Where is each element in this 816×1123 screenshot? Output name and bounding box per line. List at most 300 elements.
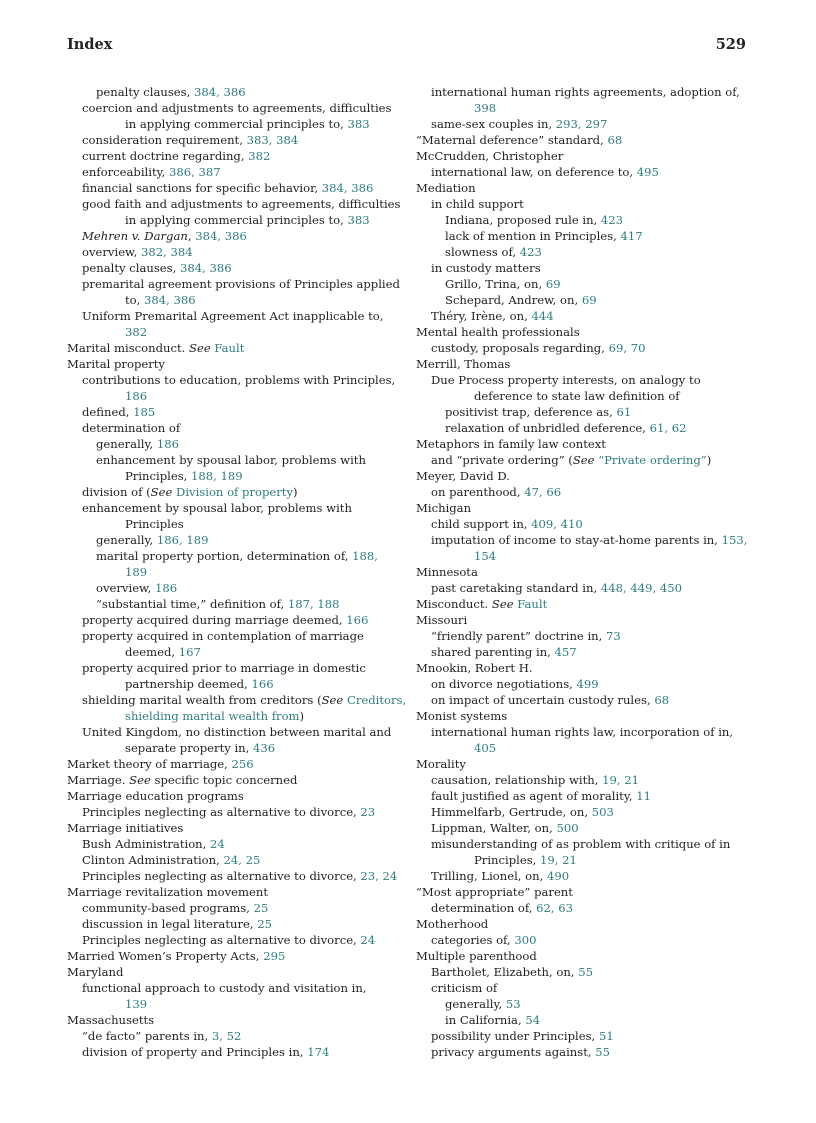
page-reference-link[interactable]: 436	[253, 741, 276, 755]
index-entry	[416, 1012, 754, 1028]
entry-text: “Most appropriate” parent	[416, 885, 573, 899]
page-reference-link[interactable]: 69, 70	[608, 341, 646, 355]
page-reference-link[interactable]: 448, 449, 450	[600, 581, 682, 595]
entry-text: slowness of,	[445, 245, 520, 259]
index-entry	[416, 628, 754, 644]
see-label: See	[150, 485, 173, 499]
index-entry	[416, 660, 754, 676]
entry-suffix: specific topic concerned	[150, 773, 298, 787]
index-entry	[67, 116, 401, 132]
page-reference-link[interactable]: 186, 189	[156, 533, 209, 547]
entry-italic-term: Mehren v. Dargan	[82, 229, 188, 243]
entry-text: overview,	[96, 581, 155, 595]
index-entry	[416, 996, 754, 1012]
index-entry	[67, 532, 401, 548]
index-entry	[67, 452, 401, 468]
page-reference-link[interactable]: 55	[578, 965, 593, 979]
index-entry	[67, 180, 401, 196]
index-entry	[67, 772, 401, 788]
entry-text: Principles neglecting as alternative to divorce,	[82, 933, 361, 947]
page-reference-link[interactable]: 382	[125, 325, 148, 339]
entry-text: Mental health professionals	[416, 325, 580, 339]
entry-text: ,	[187, 229, 196, 243]
entry-text: McCrudden, Christopher	[416, 149, 564, 163]
page-reference-link[interactable]: 51	[598, 1029, 614, 1043]
entry-text: generally,	[96, 437, 157, 451]
index-entry	[416, 692, 754, 708]
entry-text: Indiana, proposed rule in,	[445, 213, 601, 227]
entry-text: United Kingdom, no distinction between marital and	[82, 725, 392, 739]
entry-text: Market theory of marriage,	[67, 757, 232, 771]
page-reference-link[interactable]: 153,	[721, 533, 748, 547]
index-entry	[67, 212, 401, 228]
entry-text: Maryland	[67, 965, 124, 979]
page-reference-link[interactable]: 423	[519, 245, 542, 259]
index-entry	[67, 900, 401, 916]
index-entry	[416, 916, 754, 932]
index-entry	[416, 1028, 754, 1044]
page-reference-link[interactable]: 295	[263, 949, 286, 963]
index-entry	[416, 868, 754, 884]
entry-text: in applying commercial principles to,	[125, 213, 348, 227]
page-reference-link[interactable]: 382	[248, 149, 271, 163]
entry-text: consideration requirement,	[82, 133, 247, 147]
page-reference-link[interactable]: 154	[474, 549, 497, 563]
entry-text: child support in,	[431, 517, 532, 531]
page-reference-link[interactable]: 73	[606, 629, 621, 643]
index-entry	[416, 964, 754, 980]
index-entry	[67, 356, 401, 372]
entry-text: Trilling, Lionel, on,	[431, 869, 547, 883]
index-entry	[416, 740, 754, 756]
entry-text: Principles,	[125, 469, 192, 483]
entry-text: Théry, Irène, on,	[431, 309, 532, 323]
entry-text: Morality	[416, 757, 466, 771]
page-reference-link[interactable]: 300	[514, 933, 537, 947]
index-entry	[416, 164, 754, 180]
index-entry	[67, 820, 401, 836]
entry-text: Marriage revitalization movement	[67, 885, 268, 899]
entry-text: fault justified as agent of morality,	[431, 789, 637, 803]
index-entry	[416, 500, 754, 516]
page-reference-link[interactable]: 490	[546, 869, 570, 883]
index-entry	[416, 596, 754, 612]
page-reference-link[interactable]: 384, 386	[193, 85, 246, 99]
page-reference-link[interactable]: 54	[525, 1013, 541, 1027]
index-entry	[416, 196, 754, 212]
entry-text: privacy arguments against,	[431, 1045, 596, 1059]
entry-text: to,	[125, 293, 145, 307]
entry-text: Himmelfarb, Gertrude, on,	[431, 805, 592, 819]
entry-text: in California,	[445, 1013, 526, 1027]
index-entry	[416, 548, 754, 564]
index-entry	[67, 468, 401, 484]
page-reference-link[interactable]: 188,	[352, 549, 378, 563]
index-entry	[67, 500, 401, 516]
entry-text: partnership deemed,	[125, 677, 252, 691]
see-label: See	[491, 597, 514, 611]
index-entry	[67, 228, 401, 244]
entry-text: Misconduct.	[416, 597, 492, 611]
entry-suffix: )	[706, 453, 712, 467]
page-reference-link[interactable]: 189	[125, 565, 148, 579]
page-reference-link[interactable]: 293, 297	[555, 117, 608, 131]
entry-text: property acquired prior to marriage in domestic	[82, 661, 366, 675]
page-reference-link[interactable]: 11	[636, 789, 651, 803]
entry-text: generally,	[96, 533, 157, 547]
entry-text: “de facto” parents in,	[82, 1029, 212, 1043]
entry-text: Principles neglecting as alternative to divorce,	[82, 869, 361, 883]
index-entry	[67, 612, 401, 628]
entry-text: Marriage education programs	[67, 789, 244, 803]
page-reference-link[interactable]: 495	[636, 165, 659, 179]
index-entry	[67, 628, 401, 644]
entry-text: international law, on deference to,	[431, 165, 637, 179]
entry-text: Grillo, Trina, on,	[445, 277, 546, 291]
page-reference-link[interactable]: 68	[607, 133, 623, 147]
index-entry	[67, 516, 401, 532]
entry-text: international human rights agreements, adoption of,	[431, 85, 740, 99]
index-entry	[416, 468, 754, 484]
page-reference-link[interactable]: 444	[531, 309, 554, 323]
page-reference-link[interactable]: 188, 189	[191, 469, 243, 483]
entry-text: on parenthood,	[431, 485, 525, 499]
entry-text: penalty clauses,	[82, 261, 180, 275]
page-reference-link[interactable]: 405	[474, 741, 497, 755]
entry-text: categories of,	[431, 933, 515, 947]
entry-text: past caretaking standard in,	[431, 581, 601, 595]
entry-text: division of property and Principles in,	[82, 1045, 308, 1059]
page-reference-link[interactable]: 167	[178, 645, 201, 659]
entry-text: Principles,	[474, 853, 541, 867]
entry-text: Lippman, Walter, on,	[431, 821, 557, 835]
index-entry	[67, 756, 401, 772]
entry-text: and “private ordering” (	[431, 453, 573, 467]
index-entry	[67, 564, 401, 580]
page-reference-link[interactable]: 23	[360, 805, 376, 819]
page-reference-link[interactable]: 186	[154, 581, 178, 595]
entry-text: current doctrine regarding,	[82, 149, 249, 163]
entry-text: discussion in legal literature,	[82, 917, 258, 931]
index-entry	[67, 964, 401, 980]
entry-text: in custody matters	[431, 261, 541, 275]
page-reference-link[interactable]: 384, 386	[195, 229, 247, 243]
see-reference-link[interactable]: Fault	[517, 597, 548, 611]
page-reference-link[interactable]: 25	[257, 917, 272, 931]
entry-text: same-sex couples in,	[431, 117, 556, 131]
entry-text: in child support	[431, 197, 524, 211]
index-entry	[67, 676, 401, 692]
entry-text: Principles neglecting as alternative to divorce,	[82, 805, 361, 819]
page-reference-link[interactable]: 256	[231, 757, 254, 771]
page-number: 529	[715, 36, 746, 53]
index-entry	[416, 308, 754, 324]
page-reference-link[interactable]: 55	[595, 1045, 610, 1059]
index-entry	[416, 100, 754, 116]
page-reference-link[interactable]: 423	[600, 213, 624, 227]
page-reference-link[interactable]: 500	[556, 821, 579, 835]
entry-text: on divorce negotiations,	[431, 677, 577, 691]
index-entry	[67, 948, 401, 964]
entry-text: penalty clauses,	[96, 85, 194, 99]
index-entry	[67, 692, 407, 708]
entry-text: contributions to education, problems with Principles,	[82, 373, 396, 387]
index-entry	[67, 132, 401, 148]
page-reference-link[interactable]: 69	[581, 293, 597, 307]
entry-text: Due Process property interests, on analogy to	[431, 373, 701, 387]
entry-text: lack of mention in Principles,	[445, 229, 621, 243]
page-reference-link[interactable]: 24, 25	[223, 853, 261, 867]
index-entry	[416, 772, 754, 788]
entry-text: Meyer, David D.	[416, 469, 510, 483]
index-entry	[67, 724, 401, 740]
index-entry	[416, 84, 754, 100]
entry-text: Principles	[125, 517, 184, 531]
index-entry	[416, 756, 754, 772]
index-entry	[67, 244, 401, 260]
page-reference-link[interactable]: 185	[133, 405, 156, 419]
entry-text: in applying commercial principles to,	[125, 117, 348, 131]
page-reference-link[interactable]: 384, 386	[144, 293, 196, 307]
see-label: See	[189, 341, 211, 355]
entry-text: Marriage initiatives	[67, 821, 184, 835]
entry-text: Merrill, Thomas	[416, 357, 511, 371]
index-entry	[416, 148, 754, 164]
see-reference-link[interactable]: “Private ordering”	[598, 453, 707, 467]
see-reference-link[interactable]: Fault	[214, 341, 245, 355]
index-entry	[67, 852, 401, 868]
index-entry	[416, 932, 754, 948]
index-entry	[416, 884, 754, 900]
entry-text: defined,	[82, 405, 134, 419]
page-reference-link[interactable]: 383	[347, 117, 370, 131]
entry-text: shielding marital wealth from creditors (	[82, 693, 322, 707]
page-reference-link[interactable]: 503	[591, 805, 614, 819]
index-column-right	[416, 84, 754, 1060]
index-entry	[67, 340, 401, 356]
index-entry	[67, 932, 401, 948]
index-entry	[67, 740, 401, 756]
index-entry	[416, 820, 754, 836]
page-reference-link[interactable]: 69	[545, 277, 561, 291]
index-entry	[416, 644, 754, 660]
index-entry	[67, 836, 401, 852]
index-entry	[67, 388, 401, 404]
index-entry	[67, 148, 401, 164]
entry-text: enhancement by spousal labor, problems with	[82, 501, 352, 515]
entry-suffix: )	[299, 709, 305, 723]
entry-text: Bartholet, Elizabeth, on,	[431, 965, 579, 979]
index-entry	[416, 612, 754, 628]
index-entry	[67, 308, 401, 324]
index-entry	[416, 436, 754, 452]
index-column-left	[67, 84, 407, 1060]
entry-text: financial sanctions for specific behavior,	[82, 181, 322, 195]
entry-text: Uniform Premarital Agreement Act inapplicable to,	[82, 309, 384, 323]
entry-text: custody, proposals regarding,	[431, 341, 609, 355]
entry-text: causation, relationship with,	[431, 773, 603, 787]
index-entry	[67, 404, 401, 420]
page-reference-link[interactable]: 409, 410	[531, 517, 583, 531]
entry-text: Metaphors in family law context	[416, 437, 606, 451]
entry-text: Clinton Administration,	[82, 853, 224, 867]
entry-suffix: )	[293, 485, 298, 499]
see-reference-link[interactable]: Division of property	[176, 485, 294, 499]
page-reference-link[interactable]: 61, 62	[649, 421, 687, 435]
page-reference-link[interactable]: 3, 52	[211, 1029, 242, 1043]
page-reference-link[interactable]: 23, 24	[360, 869, 398, 883]
entry-text: Michigan	[416, 501, 472, 515]
entry-text: Mediation	[416, 181, 476, 195]
index-entry	[67, 372, 401, 388]
index-entry	[416, 276, 754, 292]
see-reference-link[interactable]: Creditors,	[346, 693, 407, 707]
page-reference-link[interactable]: 19, 21	[540, 853, 577, 867]
entry-text: Motherhood	[416, 917, 489, 931]
index-entry	[67, 324, 401, 340]
entry-text: premarital agreement provisions of Principles applied	[82, 277, 400, 291]
index-entry	[416, 484, 754, 500]
page-reference-link[interactable]: 383	[347, 213, 370, 227]
index-entry	[416, 900, 754, 916]
page-reference-link[interactable]: 384, 386	[179, 261, 232, 275]
entry-text: enforceability,	[82, 165, 169, 179]
index-entry	[416, 420, 754, 436]
entry-text: positivist trap, deference as,	[445, 405, 617, 419]
entry-text: property acquired during marriage deemed,	[82, 613, 347, 627]
page-reference-link[interactable]: 19, 21	[602, 773, 640, 787]
page-reference-link[interactable]: 382, 384	[140, 245, 193, 259]
index-entry	[416, 132, 754, 148]
index-entry	[67, 1044, 401, 1060]
page-reference-link[interactable]: 25	[253, 901, 269, 915]
page-reference-link[interactable]: 24	[360, 933, 376, 947]
index-entry	[67, 1028, 401, 1044]
index-entry	[67, 276, 401, 292]
page-reference-link[interactable]: shielding marital wealth from	[125, 709, 300, 723]
index-entry	[67, 436, 401, 452]
index-entry	[416, 788, 754, 804]
entry-text: Monist systems	[416, 709, 508, 723]
page-reference-link[interactable]: 53	[505, 997, 521, 1011]
entry-text: “substantial time,” definition of,	[96, 597, 288, 611]
entry-text: misunderstanding of as problem with critique of in	[431, 837, 731, 851]
entry-text: division of (	[82, 485, 151, 499]
index-entry	[67, 548, 401, 564]
index-entry	[67, 484, 401, 500]
entry-text: determination of,	[431, 901, 537, 915]
see-label: See	[321, 693, 344, 707]
see-label: See	[129, 773, 151, 787]
index-entry	[416, 980, 754, 996]
page-reference-link[interactable]: 186	[125, 389, 148, 403]
entry-text: on impact of uncertain custody rules,	[431, 693, 655, 707]
see-label: See	[572, 453, 595, 467]
index-entry	[416, 356, 754, 372]
index-entry	[416, 260, 754, 276]
index-entry	[67, 1012, 401, 1028]
index-entry	[416, 852, 754, 868]
entry-text: Schepard, Andrew, on,	[445, 293, 582, 307]
entry-text: marital property portion, determination of,	[96, 549, 353, 563]
entry-text: Multiple parenthood	[416, 949, 537, 963]
entry-text: international human rights law, incorporation of in,	[431, 725, 734, 739]
index-entry	[416, 836, 754, 852]
page-reference-link[interactable]: 186	[156, 437, 180, 451]
index-entry	[416, 532, 754, 548]
index-entry	[416, 564, 754, 580]
page-reference-link[interactable]: 61	[616, 405, 632, 419]
page-reference-link[interactable]: 499	[576, 677, 599, 691]
entry-text: enhancement by spousal labor, problems with	[96, 453, 366, 467]
index-entry	[67, 100, 401, 116]
page-reference-link[interactable]: 457	[554, 645, 577, 659]
page-reference-link[interactable]: 166	[346, 613, 369, 627]
page-reference-link[interactable]: 398	[474, 101, 497, 115]
entry-text: “Maternal deference” standard,	[416, 133, 608, 147]
index-entry	[67, 708, 401, 724]
index-entry	[67, 788, 401, 804]
page-reference-link[interactable]: 383, 384	[246, 133, 299, 147]
index-entry	[416, 228, 754, 244]
index-entry	[67, 580, 401, 596]
page-reference-link[interactable]: 417	[620, 229, 643, 243]
entry-text: shared parenting in,	[431, 645, 555, 659]
page-reference-link[interactable]: 24	[210, 837, 225, 851]
entry-text: Mnookin, Robert H.	[416, 661, 533, 675]
entry-text: imputation of income to stay-at-home parents in,	[431, 533, 722, 547]
index-entry	[416, 292, 754, 308]
index-entry	[67, 644, 401, 660]
entry-text: coercion and adjustments to agreements, difficulties	[82, 101, 392, 115]
entry-text: relaxation of unbridled deference,	[445, 421, 650, 435]
page-reference-link[interactable]: 187, 188	[287, 597, 340, 611]
page-reference-link[interactable]: 384, 386	[321, 181, 374, 195]
page-reference-link[interactable]: 174	[307, 1045, 330, 1059]
index-entry	[67, 868, 401, 884]
page-reference-link[interactable]: 62, 63	[536, 901, 574, 915]
entry-text: determination of	[82, 421, 181, 435]
page-reference-link[interactable]: 386, 387	[169, 165, 221, 179]
entry-text: deemed,	[125, 645, 179, 659]
index-entry	[416, 180, 754, 196]
index-entry	[416, 244, 754, 260]
index-entry	[67, 260, 401, 276]
entry-text: Missouri	[416, 613, 468, 627]
index-entry	[67, 884, 401, 900]
entry-text: Minnesota	[416, 565, 478, 579]
page-reference-link[interactable]: 68	[654, 693, 670, 707]
index-entry	[416, 116, 754, 132]
index-entry	[67, 292, 401, 308]
index-entry	[416, 580, 754, 596]
entry-text: Marriage.	[67, 773, 130, 787]
entry-text: overview,	[82, 245, 141, 259]
page-reference-link[interactable]: 47, 66	[524, 485, 562, 499]
index-entry	[416, 804, 754, 820]
index-entry	[67, 420, 401, 436]
index-entry	[416, 676, 754, 692]
entry-text: community-based programs,	[82, 901, 254, 915]
page-title: Index	[67, 36, 113, 53]
index-entry	[67, 660, 401, 676]
index-entry	[416, 388, 754, 404]
page-reference-link[interactable]: 166	[251, 677, 274, 691]
entry-text: Massachusetts	[67, 1013, 155, 1027]
index-entry	[67, 916, 401, 932]
page-reference-link[interactable]: 139	[125, 997, 148, 1011]
entry-text: deference to state law definition of	[474, 389, 680, 403]
